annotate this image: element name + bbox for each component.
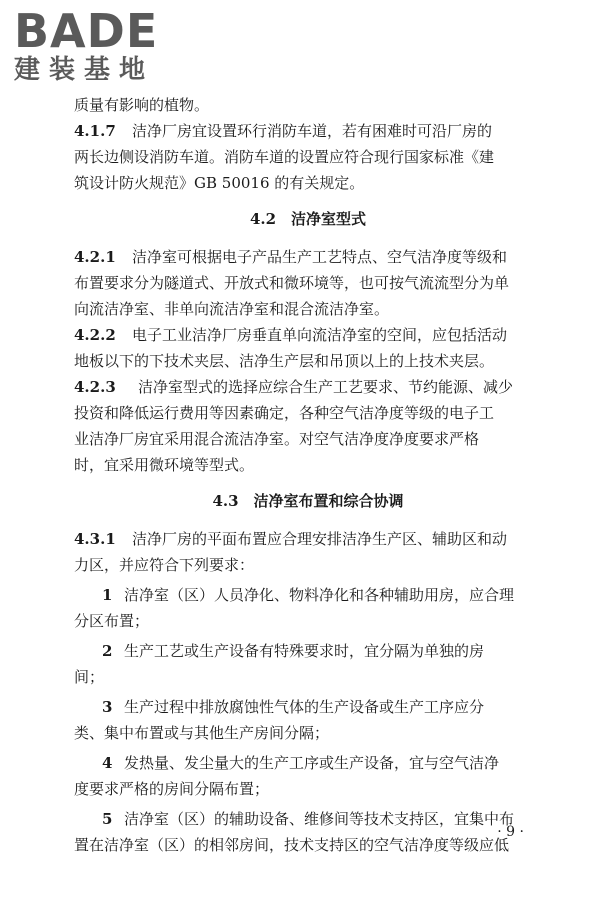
text-line: 类、集中布置或与其他生产房间分隔； [74,724,330,742]
text-line: 置在洁净室（区）的相邻房间，技术支持区的空气洁净度等级应低 [74,836,510,854]
text-line: 投资和降低运行费用等因素确定，各种空气洁净度等级的电子工 [74,404,495,422]
clause-number: 4.2.1 [74,248,116,266]
list-item-2 [74,638,542,664]
logo-subtitle: 建装基地 [14,55,155,85]
clause-number: 4.3.1 [74,530,116,548]
text-line: 间； [74,668,105,686]
clause-4-1-7 [74,118,542,144]
text-line: 发热量、发尘量大的生产工序或生产设备，宜与空气洁净 [124,754,500,772]
list-item-4 [74,750,542,776]
section-heading-4-2: 4.2 洁净室型式 [249,210,367,228]
text-line: 两长边侧设消防车道。消防车道的设置应符合现行国家标准《建 [74,148,495,166]
clause-number: 4.2.2 [74,326,116,344]
section-heading-4-3: 4.3 洁净室布置和综合协调 [212,492,404,510]
text-line: 洁净厂房宜设置环行消防车道，若有困难时可沿厂房的 [132,122,493,140]
list-item-5 [74,806,542,832]
clause-4-2-2 [74,322,542,348]
clause-number: 4.1.7 [74,122,116,140]
list-number: 3 [102,698,113,716]
clause-number: 4.2.3 [74,378,116,396]
logo-mark: BADE [14,4,159,58]
text-line: 分区布置； [74,612,150,630]
document-body [74,92,542,858]
list-number: 1 [102,586,113,604]
clause-4-2-3 [74,374,542,400]
list-item-3 [74,694,542,720]
text-line: 时，宜采用微环境等型式。 [74,456,255,474]
text-line: 业洁净厂房宜采用混合流洁净室。对空气洁净度净度要求严格 [74,430,480,448]
text-line: 向流洁净室、非单向流洁净室和混合流洁净室。 [74,300,390,318]
text-line: 度要求严格的房间分隔布置； [74,780,270,798]
list-number: 5 [102,810,113,828]
text-line: 洁净室可根据电子产品生产工艺特点、空气洁净度等级和 [132,248,508,266]
text-line: 地板以下的下技术夹层、洁净生产层和吊顶以上的上技术夹层。 [74,352,495,370]
text-line: 洁净室型式的选择应综合生产工艺要求、节约能源、减少 [138,378,514,396]
bade-logo [14,6,184,86]
clause-4-2-1 [74,244,542,270]
page-number: · 9 · [497,824,524,840]
text-line: 电子工业洁净厂房垂直单向流洁净室的空间，应包括活动 [132,326,508,344]
text-line: 生产工艺或生产设备有特殊要求时，宜分隔为单独的房 [124,642,485,660]
list-number: 2 [102,642,113,660]
list-number: 4 [102,754,113,772]
text-line: 筑设计防火规范》GB 50016 的有关规定。 [74,174,365,192]
text-line: 力区，并应符合下列要求： [74,556,255,574]
list-item-1 [74,582,542,608]
text-line: 洁净厂房的平面布置应合理安排洁净生产区、辅助区和动 [132,530,508,548]
text-line: 质量有影响的植物。 [74,96,210,114]
clause-4-3-1 [74,526,542,552]
text-line: 布置要求分为隧道式、开放式和微环境等，也可按气流流型分为单 [74,274,510,292]
text-line: 洁净室（区）人员净化、物料净化和各种辅助用房，应合理 [124,586,515,604]
text-line: 洁净室（区）的辅助设备、维修间等技术支持区，宜集中布 [124,810,515,828]
text-line: 生产过程中排放腐蚀性气体的生产设备或生产工序应分 [124,698,485,716]
